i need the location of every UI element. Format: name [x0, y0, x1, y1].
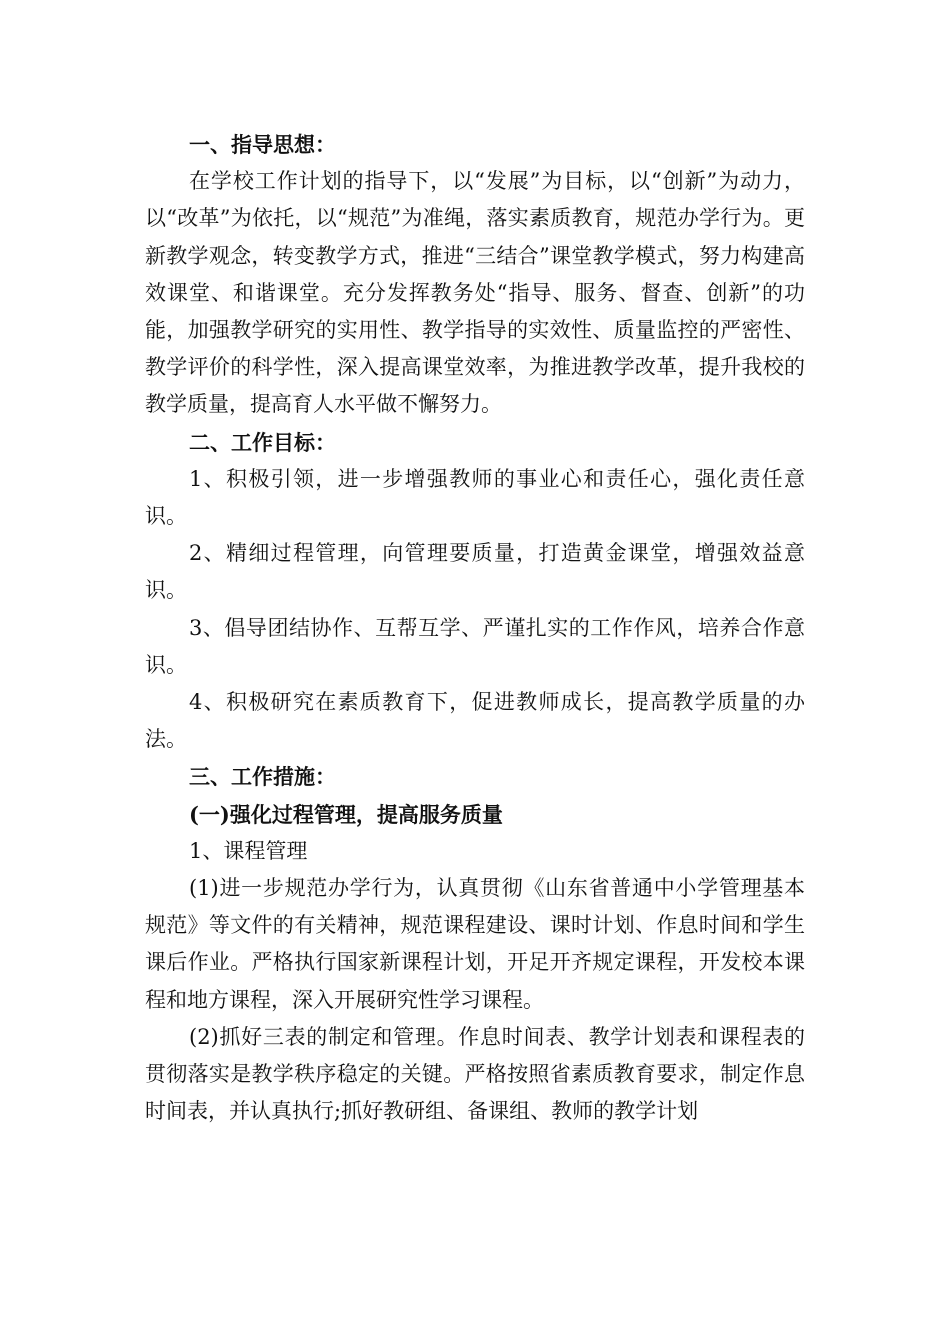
- paragraph-measure-1: (1)进一步规范办学行为，认真贯彻《山东省普通中小学管理基本规范》等文件的有关精神，规范课程建设、课时计划、作息时间和学生课后作业。严格执行国家新课程计划，开足开齐规定课程，开发校本课程和地方课程，深入开展研究性学习课程。: [145, 876, 805, 1012]
- goal-item-3: 3、倡导团结协作、互帮互学、严谨扎实的工作作风，培养合作意识。: [145, 615, 805, 677]
- goal-item-1: 1、积极引领，进一步增强教师的事业心和责任心，强化责任意识。: [145, 466, 805, 529]
- paragraph-measure-2: (2)抓好三表的制定和管理。作息时间表、教学计划表和课程表的贯彻落实是教学秩序稳定的关键。严格按照省素质教育要求，制定作息时间表，并认真执行;抓好教研组、备课组、教师的教学计划: [145, 1024, 805, 1124]
- document-page: [145, 126, 805, 1130]
- goal-item-4: 4、积极研究在素质教育下，促进教师成长，提高教学质量的办法。: [145, 690, 805, 752]
- section-heading-guiding-ideology: 一、指导思想：: [189, 132, 336, 157]
- section-heading-work-goals: 二、工作目标：: [189, 429, 336, 455]
- subheading-process-management: (一)强化过程管理，提高服务质量: [189, 801, 503, 827]
- section-heading-work-measures: 三、工作措施：: [189, 764, 336, 790]
- paragraph-course-management: 1、课程管理: [189, 838, 308, 863]
- goal-item-2: 2、精细过程管理，向管理要质量，打造黄金课堂，增强效益意识。: [145, 541, 805, 603]
- paragraph-guiding-ideology: 在学校工作计划的指导下，以“发展”为目标，以“创新”为动力，以“改革”为依托，以“规范”为准绳，落实素质教育，规范办学行为。更新教学观念，转变教学方式，推进“三结合”课堂教学模式，努力构建高效课堂、和谐课堂。充分发挥教务处“指导、服务、督查、创新”的功能，加强教学研究的实用性、教学指导的实效性、质量监控的严密性、教学评价的科学性，深入提高课堂效率，为推进教学改革，提升我校的教学质量，提高育人水平做不懈努力。: [145, 169, 805, 417]
